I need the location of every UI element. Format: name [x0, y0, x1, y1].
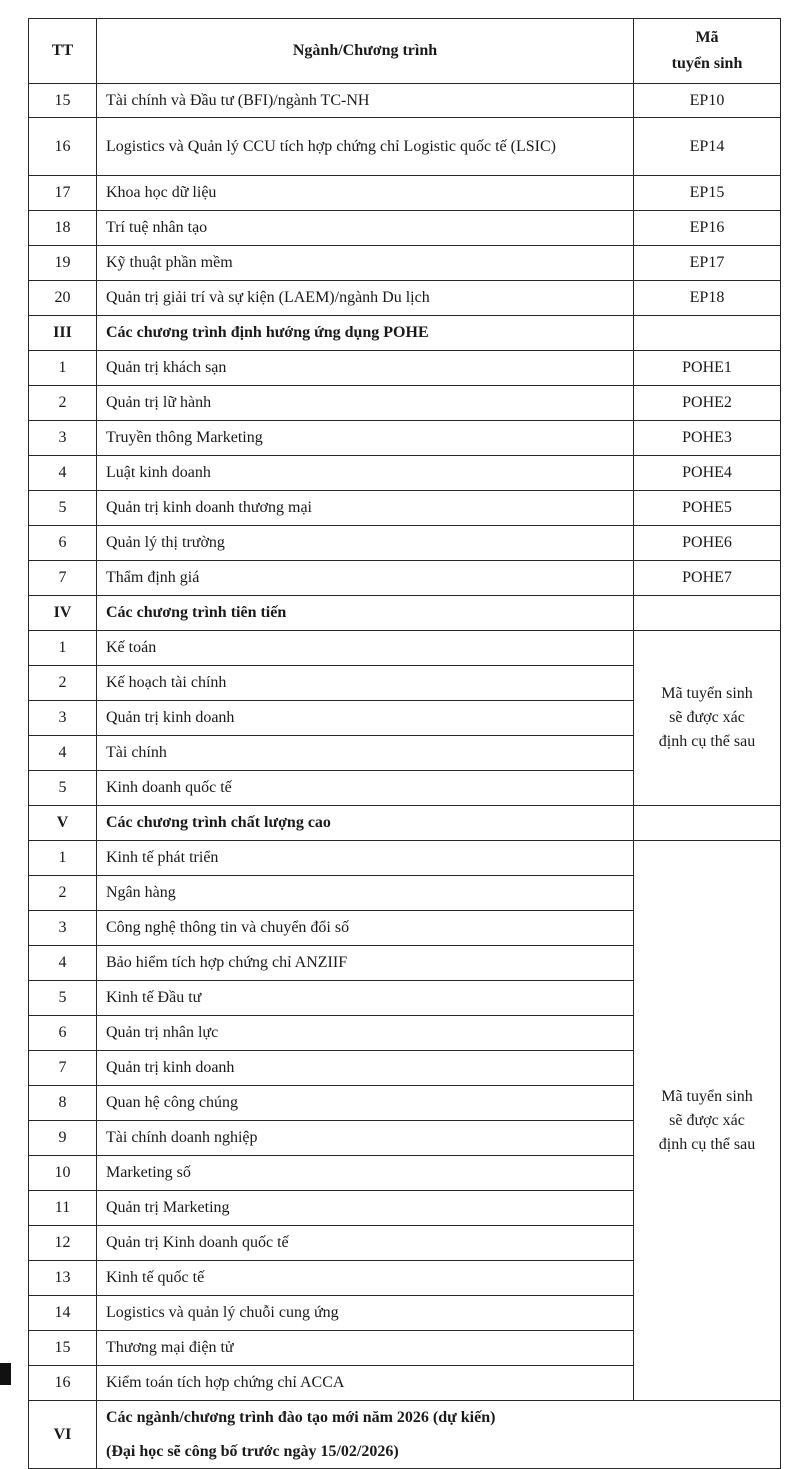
- row-number: 5: [29, 981, 97, 1016]
- row-number: 1: [29, 841, 97, 876]
- note-line: sẽ được xác: [669, 709, 745, 726]
- group-title: Các chương trình chất lượng cao: [97, 806, 634, 841]
- table-row: [29, 176, 781, 211]
- row-number: 6: [29, 526, 97, 561]
- row-number: 8: [29, 1086, 97, 1121]
- margin-mark: [0, 1363, 11, 1385]
- table-row: [29, 561, 781, 596]
- note-line: Mã tuyển sinh: [661, 1087, 753, 1105]
- row-number: 5: [29, 491, 97, 526]
- program-name: Kỹ thuật phần mềm: [97, 246, 634, 281]
- group-row-iv: [29, 596, 781, 631]
- row-number: 16: [29, 1366, 97, 1401]
- program-name: Quản trị Marketing: [97, 1191, 634, 1226]
- row-number: 7: [29, 561, 97, 596]
- admission-code: POHE1: [634, 351, 781, 386]
- group-number: III: [29, 316, 97, 351]
- row-number: 7: [29, 1051, 97, 1086]
- table-row: [29, 456, 781, 491]
- row-number: 3: [29, 701, 97, 736]
- header-code: [634, 19, 781, 84]
- table-row: [29, 491, 781, 526]
- program-name: Quan hệ công chúng: [97, 1086, 634, 1121]
- program-name: Kinh tế quốc tế: [97, 1261, 634, 1296]
- program-name: Thương mại điện tử: [97, 1331, 634, 1366]
- group-row-vi: [29, 1401, 781, 1469]
- program-name: Kiểm toán tích hợp chứng chỉ ACCA: [97, 1366, 634, 1401]
- program-name: Công nghệ thông tin và chuyển đổi số: [97, 911, 634, 946]
- header-code-line2: tuyển sinh: [671, 55, 743, 72]
- row-number: 16: [29, 118, 97, 176]
- admission-code: EP14: [634, 118, 781, 176]
- row-number: 20: [29, 281, 97, 316]
- admission-code: EP18: [634, 281, 781, 316]
- group-title: Các chương trình tiên tiến: [97, 596, 634, 631]
- program-name: Khoa học dữ liệu: [97, 176, 634, 211]
- program-name: Kinh tế Đầu tư: [97, 981, 634, 1016]
- program-name: Quản trị kinh doanh: [97, 701, 634, 736]
- table-row: [29, 351, 781, 386]
- program-name: Quản trị giải trí và sự kiện (LAEM)/ngành Du lịch: [97, 281, 634, 316]
- group-row-iii: [29, 316, 781, 351]
- table-row: [29, 421, 781, 456]
- row-number: 11: [29, 1191, 97, 1226]
- group-title: [97, 1401, 781, 1469]
- row-number: 5: [29, 771, 97, 806]
- admission-code: EP15: [634, 176, 781, 211]
- program-name: Thẩm định giá: [97, 561, 634, 596]
- group-number: V: [29, 806, 97, 841]
- admission-code: POHE7: [634, 561, 781, 596]
- program-name: Logistics và quản lý chuỗi cung ứng: [97, 1296, 634, 1331]
- program-name: Quản trị nhân lực: [97, 1016, 634, 1051]
- group-title: Các chương trình định hướng ứng dụng POHE: [97, 316, 634, 351]
- program-name: Kế hoạch tài chính: [97, 666, 634, 701]
- program-name: Trí tuệ nhân tạo: [97, 211, 634, 246]
- note-line: định cụ thể sau: [658, 733, 756, 750]
- note-line: Mã tuyển sinh: [661, 685, 753, 702]
- row-number: 9: [29, 1121, 97, 1156]
- group-number: VI: [29, 1401, 97, 1469]
- admission-code: POHE5: [634, 491, 781, 526]
- row-number: 14: [29, 1296, 97, 1331]
- table-row: [29, 386, 781, 421]
- row-number: 17: [29, 176, 97, 211]
- header-program: Ngành/Chương trình: [97, 19, 634, 84]
- program-name: Kinh doanh quốc tế: [97, 771, 634, 806]
- row-number: 2: [29, 876, 97, 911]
- program-name: Quản trị lữ hành: [97, 386, 634, 421]
- empty-cell: [634, 596, 781, 631]
- row-number: 4: [29, 456, 97, 491]
- program-name: Tài chính và Đầu tư (BFI)/ngành TC-NH: [97, 84, 634, 118]
- row-number: 4: [29, 946, 97, 981]
- program-name: Quản trị Kinh doanh quốc tế: [97, 1226, 634, 1261]
- row-number: 1: [29, 351, 97, 386]
- empty-cell: [634, 806, 781, 841]
- table-row: [29, 526, 781, 561]
- group-title-line1: Các ngành/chương trình đào tạo mới năm 2026 (dự kiến): [106, 1409, 496, 1426]
- program-name: Truyền thông Marketing: [97, 421, 634, 456]
- row-number: 18: [29, 211, 97, 246]
- header-tt: TT: [29, 19, 97, 84]
- program-name: Luật kinh doanh: [97, 456, 634, 491]
- table-row: [29, 211, 781, 246]
- group-title-line2: (Đại học sẽ công bố trước ngày 15/02/2026): [106, 1442, 399, 1460]
- admissions-table: [28, 18, 781, 1469]
- table-row: [29, 281, 781, 316]
- program-name: Ngân hàng: [97, 876, 634, 911]
- program-name: Quản trị kinh doanh: [97, 1051, 634, 1086]
- program-name: Tài chính: [97, 736, 634, 771]
- code-pending-note: [634, 841, 781, 1401]
- row-number: 6: [29, 1016, 97, 1051]
- program-name: Kế toán: [97, 631, 634, 666]
- admission-code: POHE3: [634, 421, 781, 456]
- admission-code: POHE4: [634, 456, 781, 491]
- program-name: Marketing số: [97, 1156, 634, 1191]
- program-name: Logistics và Quản lý CCU tích hợp chứng chỉ Logistic quốc tế (LSIC): [97, 118, 634, 176]
- row-number: 10: [29, 1156, 97, 1191]
- admission-code: POHE2: [634, 386, 781, 421]
- row-number: 3: [29, 421, 97, 456]
- empty-cell: [634, 316, 781, 351]
- code-pending-note: [634, 631, 781, 806]
- table-row: [29, 118, 781, 176]
- row-number: 12: [29, 1226, 97, 1261]
- group-number: IV: [29, 596, 97, 631]
- row-number: 2: [29, 386, 97, 421]
- note-line: định cụ thể sau: [658, 1135, 756, 1153]
- table-row: [29, 841, 781, 876]
- table-row: [29, 631, 781, 666]
- group-row-v: [29, 806, 781, 841]
- program-name: Quản trị kinh doanh thương mại: [97, 491, 634, 526]
- row-number: 1: [29, 631, 97, 666]
- admission-code: POHE6: [634, 526, 781, 561]
- row-number: 13: [29, 1261, 97, 1296]
- row-number: 15: [29, 84, 97, 118]
- program-name: Kinh tế phát triển: [97, 841, 634, 876]
- program-name: Quản lý thị trường: [97, 526, 634, 561]
- program-name: Tài chính doanh nghiệp: [97, 1121, 634, 1156]
- row-number: 3: [29, 911, 97, 946]
- row-number: 4: [29, 736, 97, 771]
- admission-code: EP16: [634, 211, 781, 246]
- table-header-row: [29, 19, 781, 84]
- header-code-line1: Mã: [695, 29, 719, 46]
- row-number: 15: [29, 1331, 97, 1366]
- program-name: Quản trị khách sạn: [97, 351, 634, 386]
- table-row: [29, 84, 781, 118]
- admission-code: EP10: [634, 84, 781, 118]
- row-number: 2: [29, 666, 97, 701]
- program-name: Bảo hiểm tích hợp chứng chỉ ANZIIF: [97, 946, 634, 981]
- note-line: sẽ được xác: [669, 1111, 745, 1129]
- table-row: [29, 246, 781, 281]
- admission-code: EP17: [634, 246, 781, 281]
- row-number: 19: [29, 246, 97, 281]
